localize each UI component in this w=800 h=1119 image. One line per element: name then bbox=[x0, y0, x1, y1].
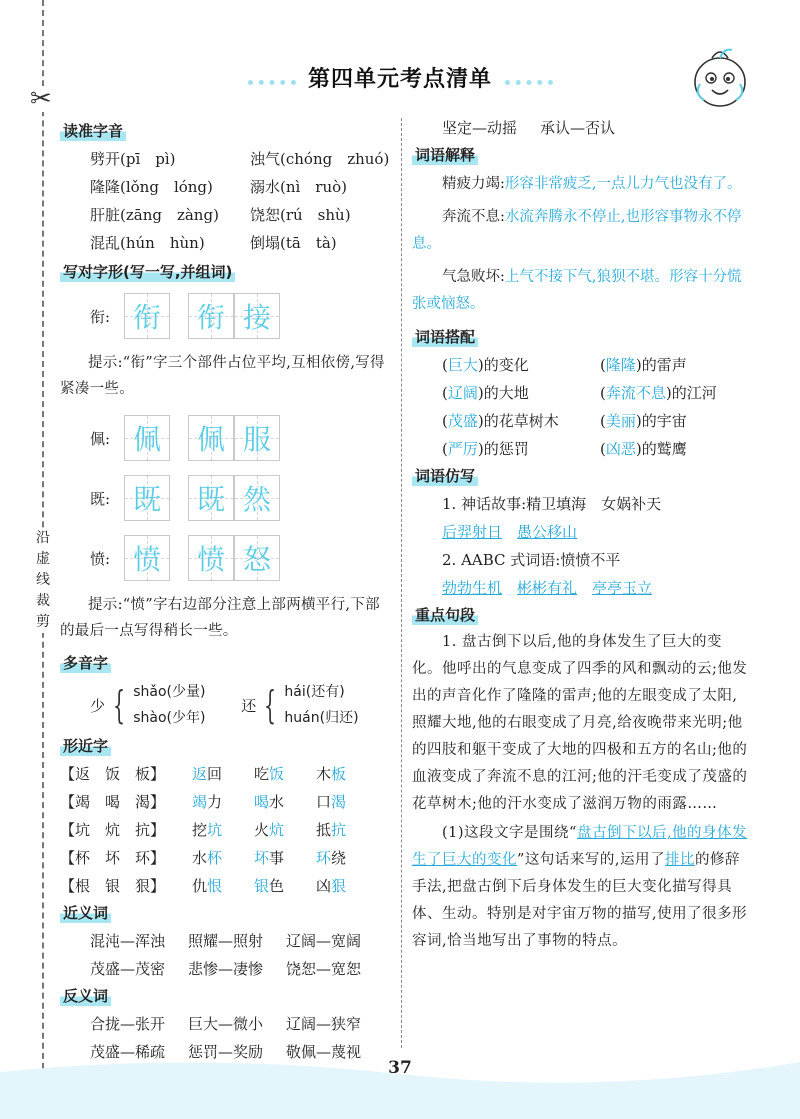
column-divider bbox=[401, 118, 402, 1048]
list-item: 混沌—浑浊 照耀—照射 辽阔—宽阔 bbox=[90, 932, 362, 950]
similar-row: 【杯 坏 环】 水杯 坏事 环绕 bbox=[60, 849, 347, 867]
list-item: 合拢—张开 巨大—微小 辽阔—狭窄 bbox=[90, 1015, 362, 1033]
section-heading-read: 读准字音 bbox=[60, 120, 126, 141]
page-header bbox=[245, 62, 555, 93]
similar-row: 【返 饭 板】 返回 吃饭 木板 bbox=[60, 765, 347, 783]
imitate-question: 1. 神话故事:精卫填海 女娲补天 bbox=[442, 495, 662, 513]
list-item: 茂盛—稀疏 惩罚—奖励 敬佩—蔑视 bbox=[90, 1043, 362, 1061]
definition-item: 奔流不息:水流奔腾永不停止,也形容事物永不停息。 bbox=[412, 209, 742, 252]
list-item: 坚定—动摇 承认—否认 bbox=[442, 119, 616, 137]
list-item: 茂盛—茂密 悲惨—凄惨 饶恕—宽恕 bbox=[90, 960, 362, 978]
section-heading-synonym: 近义词 bbox=[60, 902, 111, 923]
writing-tip: 提示:“衔”字三个部件占位平均,互相依傍,写得紧凑一些。 bbox=[60, 355, 385, 397]
writing-cell: 既 bbox=[188, 475, 234, 521]
page-title: 第四单元考点清单 bbox=[307, 67, 492, 92]
writing-grid-row: 佩: 佩 佩 服 bbox=[60, 408, 392, 468]
section-heading-imitate: 词语仿写 bbox=[412, 465, 478, 486]
list-item: 隆隆(lǒng lóng) 溺水(nì ruò) bbox=[90, 178, 348, 196]
similar-row: 【坑 炕 抗】 挖坑 火炕 抵抗 bbox=[60, 821, 347, 839]
imitate-question: 2. AABC 式词语:愤愤不平 bbox=[442, 551, 621, 569]
similar-row: 【根 银 狠】 仇恨 银色 凶狠 bbox=[60, 877, 347, 895]
match-row: (茂盛)的花草树木 (美丽)的宇宙 bbox=[442, 412, 687, 430]
section-heading-polyphone: 多音字 bbox=[60, 652, 111, 673]
section-heading-key: 重点句段 bbox=[412, 604, 478, 625]
section-heading-antonym: 反义词 bbox=[60, 985, 111, 1006]
similar-list bbox=[60, 760, 392, 900]
left-column bbox=[60, 118, 392, 1066]
section-heading-match: 词语搭配 bbox=[412, 326, 478, 347]
writing-tip: 提示:“愤”字右边部分注意上部两横平行,下部的最后一点写得稍长一些。 bbox=[60, 597, 380, 639]
writing-cell: 怒 bbox=[234, 535, 280, 581]
similar-row: 【竭 喝 渴】 竭力 喝水 口渴 bbox=[60, 793, 347, 811]
writing-cell: 服 bbox=[234, 415, 280, 461]
right-column bbox=[412, 118, 752, 955]
writing-grid-row: 衔: 衔 衔 接 bbox=[60, 286, 392, 346]
match-row: (巨大)的变化 (隆隆)的雷声 bbox=[442, 356, 687, 374]
writing-cell: 接 bbox=[234, 293, 280, 339]
list-item: 劈开(pī pì) 浊气(chóng zhuó) bbox=[90, 150, 390, 168]
writing-cell: 愤 bbox=[124, 535, 170, 581]
imitate-answer: 后羿射日 愚公移山 bbox=[442, 523, 578, 541]
writing-cell: 佩 bbox=[124, 415, 170, 461]
writing-cell: 衔 bbox=[124, 293, 170, 339]
list-item: 混乱(hún hùn) 倒塌(tā tà) bbox=[90, 234, 337, 252]
scissors-icon: ✂ bbox=[30, 84, 52, 114]
page-number: 37 bbox=[388, 1058, 412, 1078]
key-analysis: (1)这段文字是围绕“盘古倒下以后,他的身体发生了巨大的变化”这句话来写的,运用了排比的修辞手法,把盘古倒下后身体发生的巨大变化描写得具体、生动。特别是对宇宙万物的描写,使用了很多形容词,恰当地写出了事物的特点。 bbox=[412, 825, 748, 949]
definition-item: 精疲力竭:形容非常疲乏,一点儿力气也没有了。 bbox=[442, 176, 742, 192]
mascot-icon bbox=[690, 44, 750, 110]
polyphone-row: 少 { shǎo(少量) shào(少年) 还 { hái(还有) huán(归还) bbox=[90, 683, 359, 727]
read-list bbox=[60, 145, 392, 257]
imitate-answer: 勃勃生机 彬彬有礼 亭亭玉立 bbox=[442, 579, 653, 597]
writing-grid-row: 既: 既 既 然 bbox=[60, 468, 392, 528]
section-heading-write: 写对字形(写一写,并组词) bbox=[60, 261, 235, 282]
match-row: (严厉)的惩罚 (凶恶)的鹫鹰 bbox=[442, 440, 687, 458]
writing-cell: 然 bbox=[234, 475, 280, 521]
section-heading-explain: 词语解释 bbox=[412, 144, 478, 165]
definition-item: 气急败坏:上气不接下气,狼狈不堪。形容十分慌张或恼怒。 bbox=[412, 269, 742, 312]
cut-instruction: 沿 虚 线 裁 剪 bbox=[33, 528, 53, 633]
writing-cell: 既 bbox=[124, 475, 170, 521]
key-passage: 1. 盘古倒下以后,他的身体发生了巨大的变化。他呼出的气息变成了四季的风和飘动的云;他发出的声音化作了隆隆的雷声;他的左眼变成了太阳,照耀大地,他的右眼变成了月亮,给夜晚带来光明;他的四肢和躯干变成了大地的四极和五方的名山;他的血液变成了奔流不息的江河;他的汗毛变成了茂盛的花草树木;他的汗水变成了滋润万物的雨露…… bbox=[412, 634, 748, 812]
match-row: (辽阔)的大地 (奔流不息)的江河 bbox=[442, 384, 717, 402]
list-item: 肝脏(zāng zàng) 饶恕(rú shù) bbox=[90, 206, 351, 224]
section-heading-similar: 形近字 bbox=[60, 735, 111, 756]
writing-grid-row: 愤: 愤 愤 怒 bbox=[60, 528, 392, 588]
writing-cell: 衔 bbox=[188, 293, 234, 339]
match-list bbox=[412, 351, 752, 463]
writing-cell: 愤 bbox=[188, 535, 234, 581]
writing-cell: 佩 bbox=[188, 415, 234, 461]
